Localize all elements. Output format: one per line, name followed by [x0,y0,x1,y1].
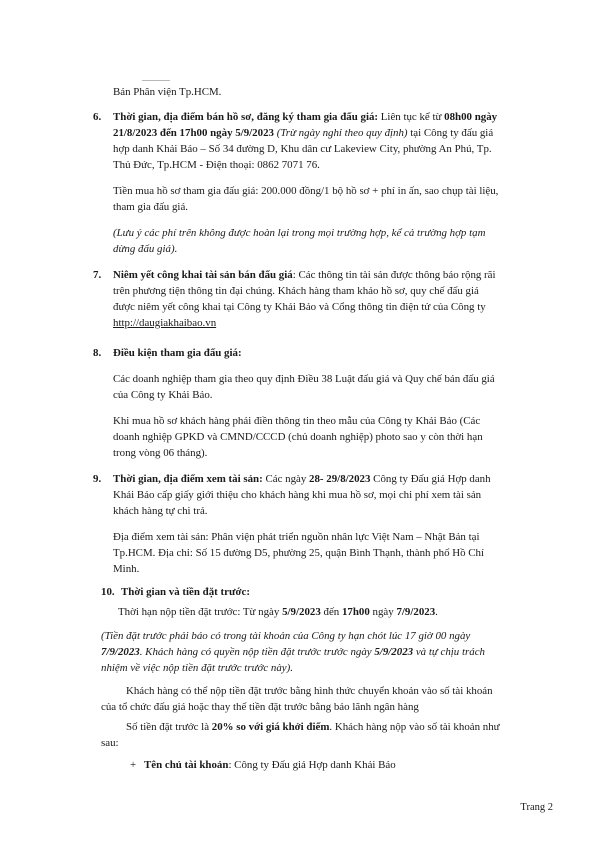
section-9-title: Thời gian, địa điểm xem tài sản: [113,473,263,485]
section-10-number: 10. [101,586,115,598]
account-holder-line: + Tên chủ tài khoản: Công ty Đấu giá Hợp danh Khải Bảo [130,758,396,773]
section-10-note: (Tiền đặt trước phải báo có trong tài khoản của Công ty hạn chót lúc 17 giờ 00 ngày [101,630,471,642]
section-9-number: 9. [93,473,102,485]
page-number: Trang 2 [520,802,553,813]
section-6-note: (Lưu ý các phí trên không được hoàn lại trong mọi trường hợp, kể cả trường hợp tạm [113,227,486,239]
scan-artifact [142,80,170,81]
section-6-number: 6. [93,111,102,123]
section-7-title: Niêm yết công khai tài sản bán đấu giá [113,269,293,281]
section-8-number: 8. [93,347,102,359]
section-7-number: 7. [93,269,102,281]
document-page: Bản Phân viện Tp.HCM. 6. Thời gian, địa điểm bán hồ sơ, đăng ký tham gia đấu giá: Liên tục kể từ 08h00 ngày 21/8/2023 đến 17h00 ngày 5/9/2023 (Trừ ngày nghỉ theo quy định) tại Công ty đấu giá hợp danh Khải Bảo – Số 34 đường D, Khu dân cư Lakeview City, phường An Phú, Tp. Thủ Đức, Tp.HCM - Điện thoại: 0862 7071 76. Tiền mua hồ sơ tham gia đấu giá: 200.000 đồng/1 bộ hồ sơ + phí in ấn, sao chụp tài liệu, tham gia đấu giá. (Lưu ý các phí trên không được hoàn lại trong mọi trường hợp, kể cả trường hợp tạm dừng đấu giá). 7. Niêm yết công khai tài sản bán đấu giá: Các thông tin tài sản được thông báo rộng rãi trên phương tiện thông tin đại chúng. Khách hàng tham khảo hồ sơ, quy chế đấu giá được niêm yết công khai tại Công ty Khải Bảo và Cổng thông tin điện tử của Công ty http://daugiakhaibao.vn 8. Điều kiện tham gia đấu giá: Các doanh nghiệp tham gia theo quy định Điều 38 Luật đấu giá và Quy chế bán đấu giá của Công ty Khải Bảo. Khi mua hồ sơ khách hàng phải điền thông tin theo mẫu của Công ty Khải Bảo (Các doanh nghiệp GPKD và CMND/CCCD (chủ doanh nghiệp) photo sao y còn thời hạn trong vòng 06 tháng). 9. Thời gian, địa điểm xem tài sản: Các ngày 28- 29/8/2023 Công ty Đấu giá Hợp danh Khải Bảo cấp giấy giới thiệu cho khách hàng khi mua hồ sơ, mọi chi phí xem tài sản khách hàng tự chi trả. Địa điểm xem tài sản: Phân viện phát triển nguồn nhân lực Việt Nam – Nhật Bản tại Tp.HCM. Địa chỉ: Số 15 đường D5, phường 25, quận Bình Thạnh, thành phố Hồ Chí Minh. 10. Thời gian và tiền đặt trước: Thời hạn nộp tiền đặt trước: Từ ngày 5/9/2023 đến 17h00 ngày 7/9/2023. (Tiền đặt trước phải báo có trong tài khoản của Công ty hạn chót lúc 17 giờ 00 ngày 7/9/2023. Khách hàng có quyền nộp tiền đặt trước trước ngày 5/9/2023 và tự chịu trách nhiệm về việc nộp tiền đặt trước trước này). Khách hàng có thể nộp tiền đặt trước bằng hình thức chuyển khoản vào số tài khoản của tổ chức đấu giá hoặc thay thế tiền đặt trước bằng bảo lãnh ngân hàng Số tiền đặt trước là 20% so với giá khởi điểm. Khách hàng nộp vào số tài khoản như sau: + Tên chủ tài khoản: Công ty Đấu giá Hợp danh Khải Bảo Trang 2 [0,0,595,842]
section-6-title: Thời gian, địa điểm bán hồ sơ, đăng ký tham gia đấu giá: [113,111,379,123]
website-link[interactable]: http://daugiakhaibao.vn [113,317,217,329]
section-8-title: Điều kiện tham gia đấu giá: [113,347,242,359]
section-10-title: Thời gian và tiền đặt trước: [121,586,251,598]
prev-section-tail: Bản Phân viện Tp.HCM. [113,86,222,98]
bullet-plus: + [130,759,137,771]
